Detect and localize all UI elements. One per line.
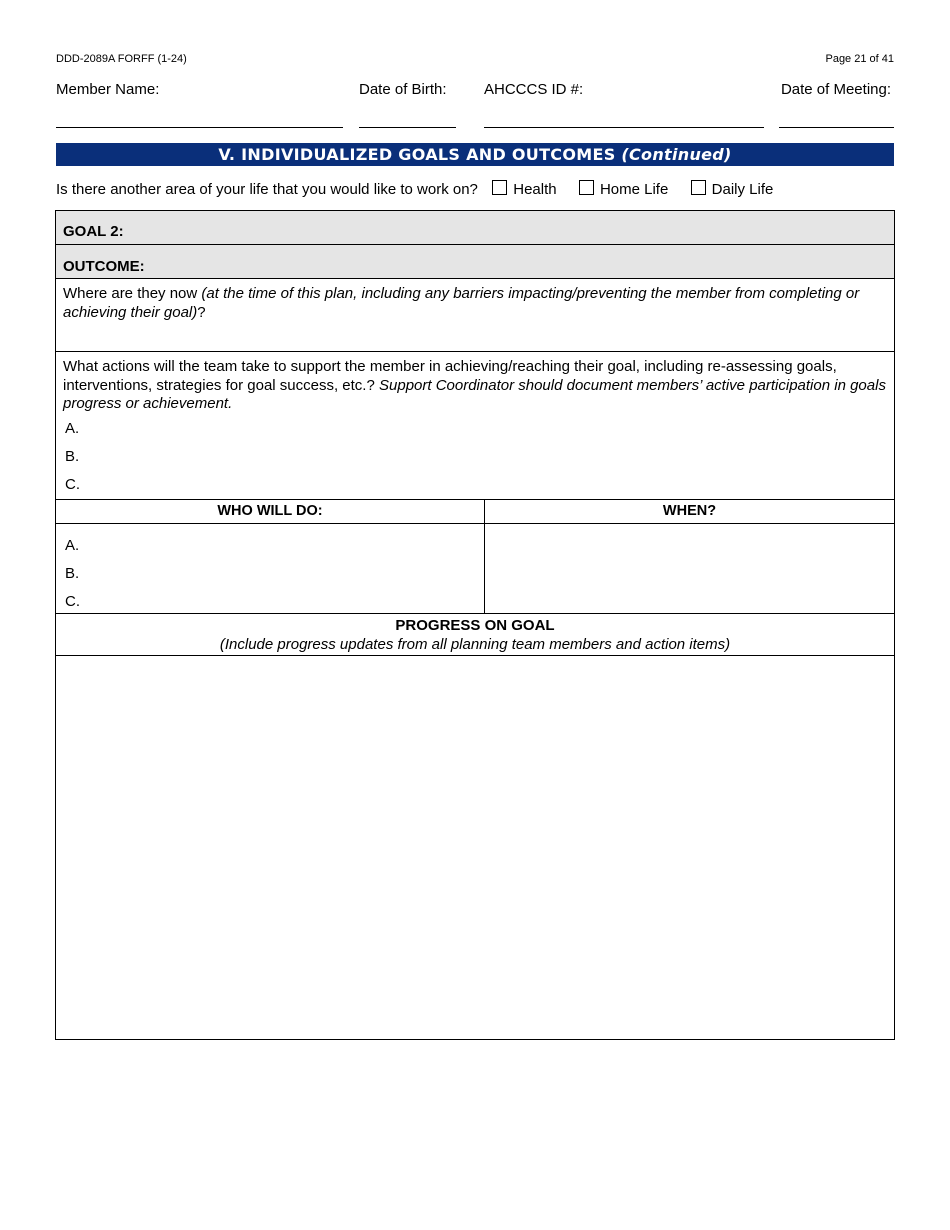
who-item-c[interactable]: C.	[65, 593, 80, 610]
page-number: Page 21 of 41	[825, 53, 894, 65]
action-item-b[interactable]: B.	[65, 447, 80, 465]
action-item-c[interactable]: C.	[65, 475, 80, 493]
who-when-header	[56, 500, 894, 524]
who-when-body	[56, 524, 894, 614]
dob-field[interactable]	[359, 127, 456, 128]
form-id: DDD-2089A FORFF (1-24)	[56, 53, 187, 65]
outcome-label: OUTCOME:	[63, 258, 145, 275]
checkbox-box[interactable]	[579, 180, 594, 195]
goal-label: GOAL 2:	[63, 223, 124, 240]
where-now-row[interactable]	[56, 279, 894, 352]
ahcccs-id-field[interactable]	[484, 127, 764, 128]
when-cell[interactable]	[485, 524, 894, 613]
checkbox-health[interactable]	[492, 181, 556, 198]
action-list	[63, 415, 887, 499]
section-banner	[56, 143, 894, 166]
checkbox-home-life[interactable]	[579, 181, 668, 198]
life-area-question: Is there another area of your life that you would like to work on?	[56, 181, 478, 198]
actions-description	[63, 358, 887, 414]
who-item-a[interactable]: A.	[65, 537, 80, 554]
goal-row[interactable]	[56, 211, 894, 245]
meeting-date-field[interactable]	[779, 127, 894, 128]
progress-note: (Include progress updates from all planning team members and action items)	[219, 636, 731, 653]
member-name-label: Member Name:	[56, 81, 160, 98]
section-title-suffix: (Continued)	[621, 145, 732, 164]
checkbox-health-label: Health	[513, 181, 557, 198]
progress-header	[56, 614, 894, 656]
life-area-row	[56, 180, 773, 198]
outcome-row[interactable]	[56, 245, 894, 279]
actions-text: What actions will the team take to support the member in achieving/reaching their goal, including re-assessing goals, interventions, strategies for goal success, etc.?	[63, 358, 837, 394]
actions-italic: Support Coordinator should document members’ active participation in goals progress or achievement.	[63, 376, 886, 412]
where-now-prefix: Where are they now	[63, 285, 198, 302]
who-header: WHO WILL DO:	[56, 500, 485, 523]
checkbox-box[interactable]	[691, 180, 706, 195]
who-cell[interactable]	[56, 524, 485, 613]
where-now-suffix: ?	[197, 304, 206, 321]
dob-label: Date of Birth:	[359, 81, 447, 98]
progress-body[interactable]	[56, 656, 894, 1039]
action-item-a[interactable]: A.	[65, 419, 80, 437]
checkbox-home-life-label: Home Life	[599, 181, 669, 198]
checkbox-box[interactable]	[492, 180, 507, 195]
ahcccs-id-label: AHCCCS ID #:	[484, 81, 584, 98]
checkbox-daily-life-label: Daily Life	[711, 181, 774, 198]
checkbox-daily-life[interactable]	[691, 181, 774, 198]
actions-row[interactable]	[56, 352, 894, 500]
progress-title: PROGRESS ON GOAL	[395, 617, 555, 634]
who-item-b[interactable]: B.	[65, 565, 80, 582]
goal-table	[55, 210, 895, 1040]
where-now-italic: (at the time of this plan, including any barriers impacting/preventing the member from completing or achieving their goal)	[63, 285, 860, 321]
member-name-field[interactable]	[56, 127, 343, 128]
section-title: V. INDIVIDUALIZED GOALS AND OUTCOMES	[218, 145, 616, 164]
meeting-date-label: Date of Meeting:	[780, 81, 891, 98]
when-header: WHEN?	[662, 503, 717, 519]
